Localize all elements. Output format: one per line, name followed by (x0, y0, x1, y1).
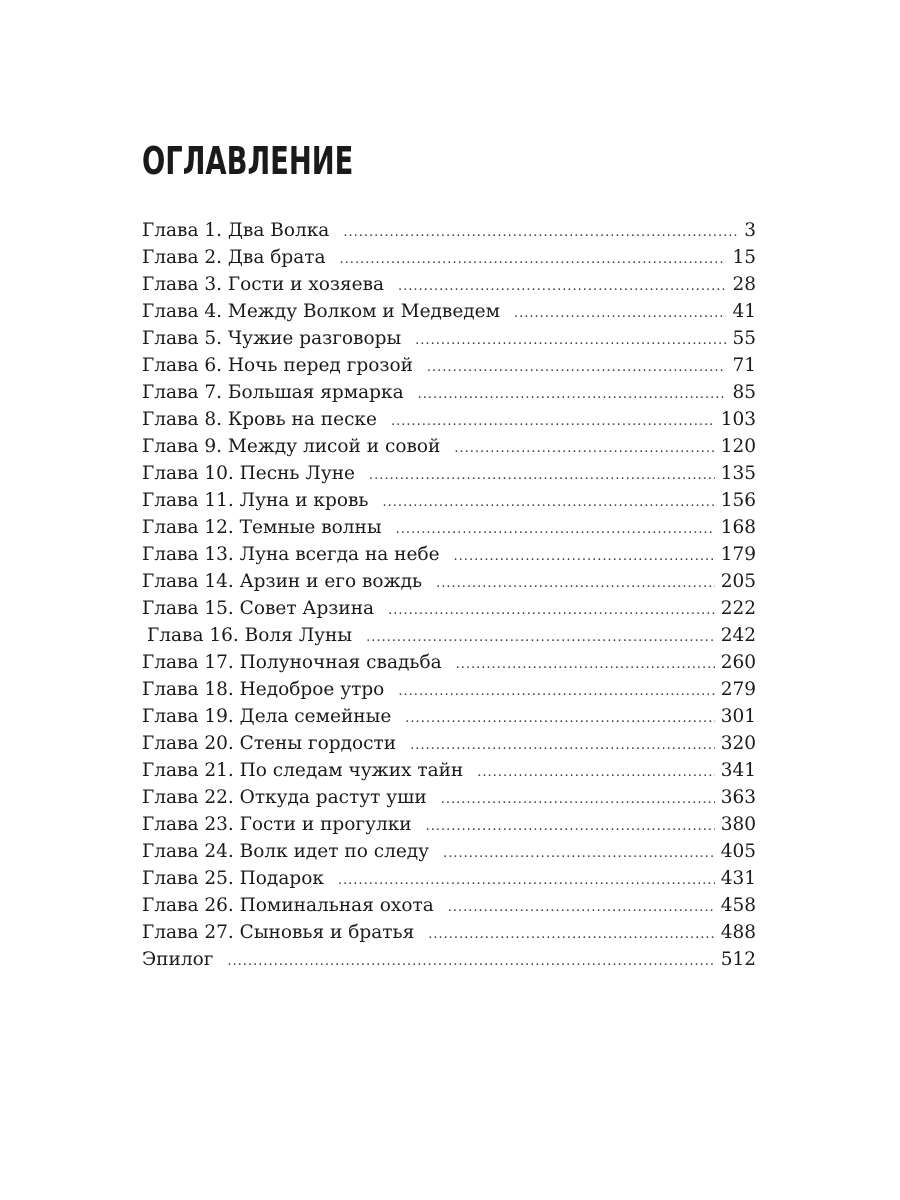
toc-entry-10 (142, 460, 756, 487)
table-of-contents (142, 217, 756, 973)
toc-entry-page: 363 (720, 787, 756, 808)
toc-leader-dots (418, 381, 727, 408)
toc-entry-22 (142, 784, 756, 811)
toc-leader-dots (454, 435, 714, 462)
toc-entry-page: 222 (720, 598, 756, 619)
toc-leader-dots (398, 273, 726, 300)
toc-entry-page: 279 (720, 679, 756, 700)
toc-entry-page: 301 (720, 706, 756, 727)
toc-leader-dots (396, 516, 715, 543)
toc-leader-dots (443, 840, 715, 867)
toc-entry-8 (142, 406, 756, 433)
toc-entry-label: Глава 25. Подарок (142, 868, 324, 889)
toc-entry-page: 320 (720, 733, 756, 754)
toc-entry-label: Глава 21. По следам чужих тайн (142, 760, 464, 781)
toc-entry-label: Глава 23. Гости и прогулки (142, 814, 412, 835)
toc-leader-dots (343, 219, 738, 246)
toc-entry-23 (142, 811, 756, 838)
toc-leader-dots (405, 705, 714, 732)
toc-leader-dots (382, 489, 714, 516)
toc-entry-label: Глава 16. Воля Луны (147, 625, 353, 646)
toc-entry-label: Глава 27. Сыновья и братья (142, 922, 415, 943)
toc-leader-dots (366, 624, 715, 651)
toc-leader-dots (410, 732, 715, 759)
toc-entry-page: 205 (720, 571, 756, 592)
toc-entry-13 (142, 541, 756, 568)
toc-entry-page: 242 (720, 625, 756, 646)
toc-entry-page: 405 (720, 841, 756, 862)
toc-entry-25 (142, 865, 756, 892)
toc-entry-page: 488 (720, 922, 756, 943)
toc-entry-page: 85 (732, 382, 756, 403)
toc-entry-label: Глава 18. Недоброе утро (142, 679, 385, 700)
toc-entry-page: 168 (720, 517, 756, 538)
toc-entry-2 (142, 244, 756, 271)
toc-entry-label: Глава 24. Волк идет по следу (142, 841, 430, 862)
toc-entry-label: Глава 2. Два брата (142, 247, 326, 268)
toc-entry-label: Глава 9. Между лисой и совой (142, 436, 441, 457)
toc-entry-page: 15 (732, 247, 756, 268)
toc-entry-17 (142, 649, 756, 676)
toc-entry-label: Глава 8. Кровь на песке (142, 409, 377, 430)
toc-entry-label: Глава 26. Поминальная охота (142, 895, 434, 916)
toc-entry-label: Эпилог (142, 949, 214, 970)
toc-entry-page: 120 (720, 436, 756, 457)
toc-leader-dots (227, 948, 714, 975)
toc-leader-dots (415, 327, 726, 354)
toc-entry-epilogue (142, 946, 756, 973)
toc-entry-label: Глава 10. Песнь Луне (142, 463, 355, 484)
toc-entry-label: Глава 22. Откуда растут уши (142, 787, 427, 808)
toc-entry-label: Глава 19. Дела семейные (142, 706, 392, 727)
toc-entry-label: Глава 1. Два Волка (142, 220, 330, 241)
toc-entry-11 (142, 487, 756, 514)
toc-entry-page: 71 (732, 355, 756, 376)
toc-entry-page: 458 (720, 895, 756, 916)
toc-entry-page: 512 (720, 949, 756, 970)
toc-entry-6 (142, 352, 756, 379)
toc-leader-dots (426, 813, 715, 840)
toc-entry-page: 135 (720, 463, 756, 484)
toc-leader-dots (369, 462, 715, 489)
toc-entry-label: Глава 15. Совет Арзина (142, 598, 375, 619)
toc-entry-page: 3 (744, 220, 756, 241)
toc-entry-20 (142, 730, 756, 757)
toc-entry-label: Глава 17. Полуночная свадьба (142, 652, 442, 673)
toc-leader-dots (456, 651, 715, 678)
toc-entry-label: Глава 13. Луна всегда на небе (142, 544, 440, 565)
toc-entry-page: 103 (720, 409, 756, 430)
toc-leader-dots (340, 246, 727, 273)
toc-entry-label: Глава 5. Чужие разговоры (142, 328, 402, 349)
toc-entry-15 (142, 595, 756, 622)
toc-leader-dots (428, 921, 714, 948)
toc-entry-4 (142, 298, 756, 325)
toc-entry-page: 156 (720, 490, 756, 511)
toc-leader-dots (388, 597, 715, 624)
page-title: ОГЛАВЛЕНИЕ (142, 139, 354, 183)
toc-entry-label: Глава 4. Между Волком и Медведем (142, 301, 500, 322)
toc-entry-label: Глава 6. Ночь перед грозой (142, 355, 413, 376)
toc-entry-14 (142, 568, 756, 595)
toc-entry-label: Глава 20. Стены гордости (142, 733, 397, 754)
toc-entry-7 (142, 379, 756, 406)
toc-leader-dots (477, 759, 714, 786)
toc-leader-dots (338, 867, 715, 894)
toc-leader-dots (398, 678, 714, 705)
toc-leader-dots (514, 300, 726, 327)
toc-entry-19 (142, 703, 756, 730)
toc-entry-21 (142, 757, 756, 784)
toc-entry-26 (142, 892, 756, 919)
toc-entry-page: 380 (720, 814, 756, 835)
toc-entry-9 (142, 433, 756, 460)
toc-entry-24 (142, 838, 756, 865)
toc-leader-dots (441, 786, 715, 813)
toc-entry-page: 341 (720, 760, 756, 781)
toc-entry-page: 260 (720, 652, 756, 673)
toc-entry-label: Глава 14. Арзин и его вождь (142, 571, 423, 592)
toc-entry-label: Глава 3. Гости и хозяева (142, 274, 385, 295)
toc-entry-27 (142, 919, 756, 946)
toc-entry-page: 55 (732, 328, 756, 349)
toc-entry-page: 41 (732, 301, 756, 322)
toc-entry-label: Глава 12. Темные волны (142, 517, 382, 538)
toc-leader-dots (427, 354, 727, 381)
toc-leader-dots (436, 570, 715, 597)
toc-entry-12 (142, 514, 756, 541)
toc-entry-page: 431 (720, 868, 756, 889)
toc-leader-dots (454, 543, 715, 570)
toc-entry-label: Глава 7. Большая ярмарка (142, 382, 404, 403)
toc-entry-3 (142, 271, 756, 298)
toc-entry-16 (142, 622, 756, 649)
toc-entry-page: 179 (720, 544, 756, 565)
toc-entry-1 (142, 217, 756, 244)
toc-entry-page: 28 (732, 274, 756, 295)
toc-entry-label: Глава 11. Луна и кровь (142, 490, 369, 511)
toc-entry-18 (142, 676, 756, 703)
toc-entry-5 (142, 325, 756, 352)
toc-leader-dots (448, 894, 715, 921)
toc-leader-dots (391, 408, 715, 435)
